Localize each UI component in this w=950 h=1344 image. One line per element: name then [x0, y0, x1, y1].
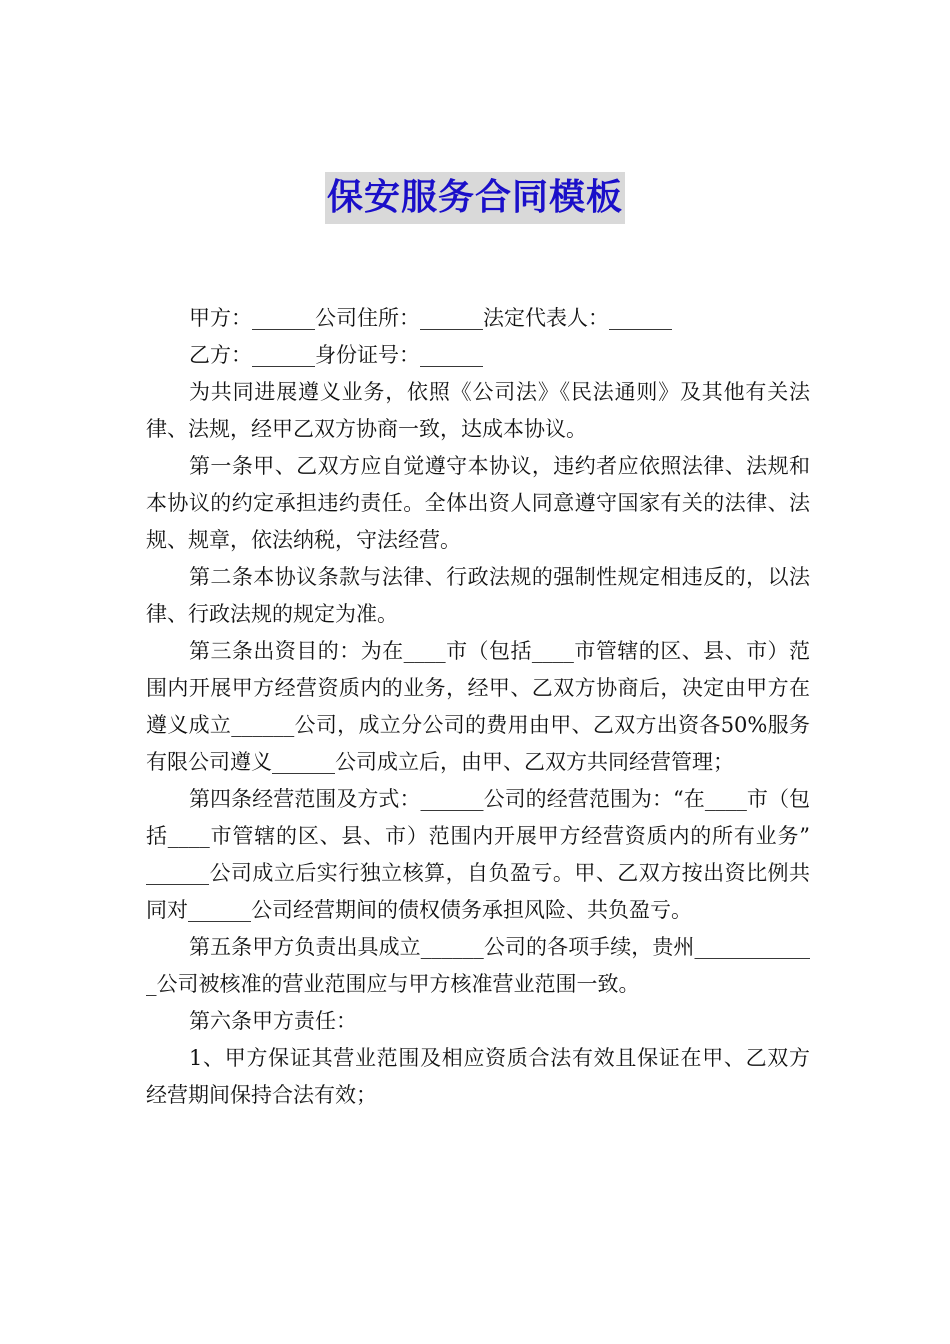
title-wrapper: [0, 172, 950, 224]
article-4-paragraph: 第四条经营范围及方式：______公司的经营范围为：“在____市（包括____市管辖的区、县、市）范围内开展甲方经营资质内的所有业务” ______公司成立后实行独立核算，自负盈亏。甲、乙双方按出资比例共同对______公司经营期间的债权债务承担风险、共负盈亏。: [146, 787, 859, 922]
article-3-paragraph: 第三条出资目的：为在____市（包括____市管辖的区、县、市）范围内开展甲方经营资质内的业务，经甲、乙双方协商后，决定由甲方在遵义成立______公司，成立分公司的费用由甲、乙双方出资各50%服务有限公司遵义______公司成立后，由甲、乙双方共同经营管理；: [146, 639, 810, 774]
document-body: [146, 300, 859, 1114]
preamble-paragraph: 为共同进展遵义业务，依照《公司法》《民法通则》及其他有关法律、法规，经甲乙双方协商一致，达成本协议。: [146, 380, 810, 441]
party-a-line: 甲方：______公司住所：______法定代表人：______: [189, 306, 672, 330]
article-6-heading: 第六条甲方责任：: [189, 1009, 357, 1033]
article-5-paragraph: 第五条甲方负责出具成立______公司的各项手续，贵州____________公司被核准的营业范围应与甲方核准营业范围一致。: [146, 935, 810, 996]
party-b-line: 乙方：______身份证号：______: [189, 343, 483, 367]
article-6-item-1: 1、甲方保证其营业范围及相应资质合法有效且保证在甲、乙双方经营期间保持合法有效；: [146, 1046, 810, 1107]
document-title: 保安服务合同模板: [325, 172, 625, 224]
article-1-paragraph: 第一条甲、乙双方应自觉遵守本协议，违约者应依照法律、法规和本协议的约定承担违约责任。全体出资人同意遵守国家有关的法律、法规、规章，依法纳税，守法经营。: [146, 454, 810, 552]
article-2-paragraph: 第二条本协议条款与法律、行政法规的强制性规定相违反的，以法律、行政法规的规定为准。: [146, 565, 810, 626]
